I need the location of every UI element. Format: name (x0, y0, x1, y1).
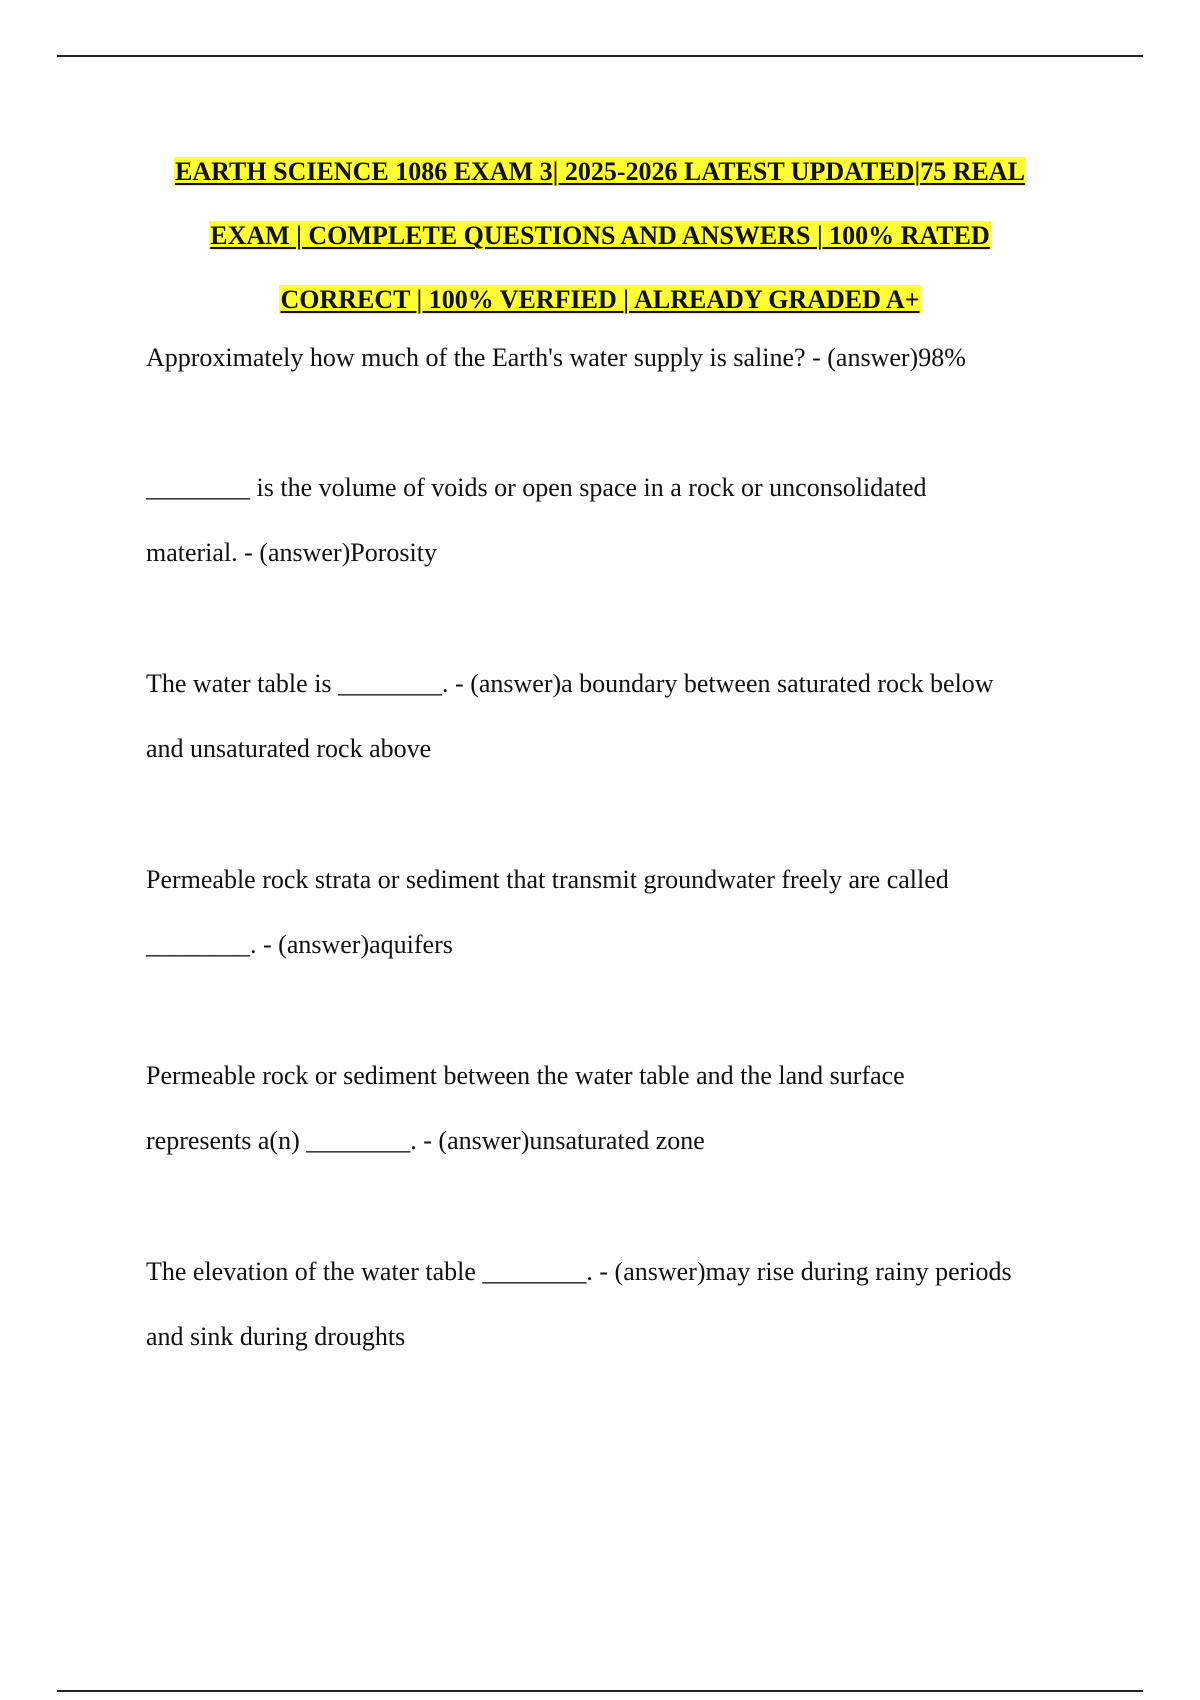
qa-item-2 (146, 455, 1106, 585)
footer-rule (57, 1690, 1143, 1692)
qa-line: Permeable rock or sediment between the water table and the land surface (146, 1061, 905, 1090)
qa-item-5 (146, 1043, 1106, 1173)
qa-line: ________. - (answer)aquifers (146, 930, 453, 959)
title-line-1: EARTH SCIENCE 1086 EXAM 3| 2025-2026 LATEST UPDATED|75 REAL (175, 157, 1025, 186)
qa-line: and sink during droughts (146, 1322, 406, 1351)
document-title (120, 140, 1080, 332)
qa-line: The elevation of the water table ________. - (answer)may rise during rainy periods (146, 1257, 1012, 1286)
qa-item-1 (146, 325, 1106, 390)
title-line-3: CORRECT | 100% VERFIED | ALREADY GRADED A+ (280, 285, 920, 314)
qa-line: Approximately how much of the Earth's water supply is saline? - (answer)98% (146, 343, 966, 372)
qa-line: Permeable rock strata or sediment that transmit groundwater freely are called (146, 865, 949, 894)
title-line-2: EXAM | COMPLETE QUESTIONS AND ANSWERS | 100% RATED (210, 221, 990, 250)
qa-item-4 (146, 847, 1106, 977)
qa-line: represents a(n) ________. - (answer)unsaturated zone (146, 1126, 705, 1155)
qa-item-3 (146, 651, 1106, 781)
qa-item-6 (146, 1239, 1106, 1369)
qa-line: The water table is ________. - (answer)a boundary between saturated rock below (146, 669, 994, 698)
qa-line: ________ is the volume of voids or open space in a rock or unconsolidated (146, 473, 927, 502)
header-rule (57, 55, 1143, 57)
qa-line: material. - (answer)Porosity (146, 538, 437, 567)
qa-line: and unsaturated rock above (146, 734, 432, 763)
